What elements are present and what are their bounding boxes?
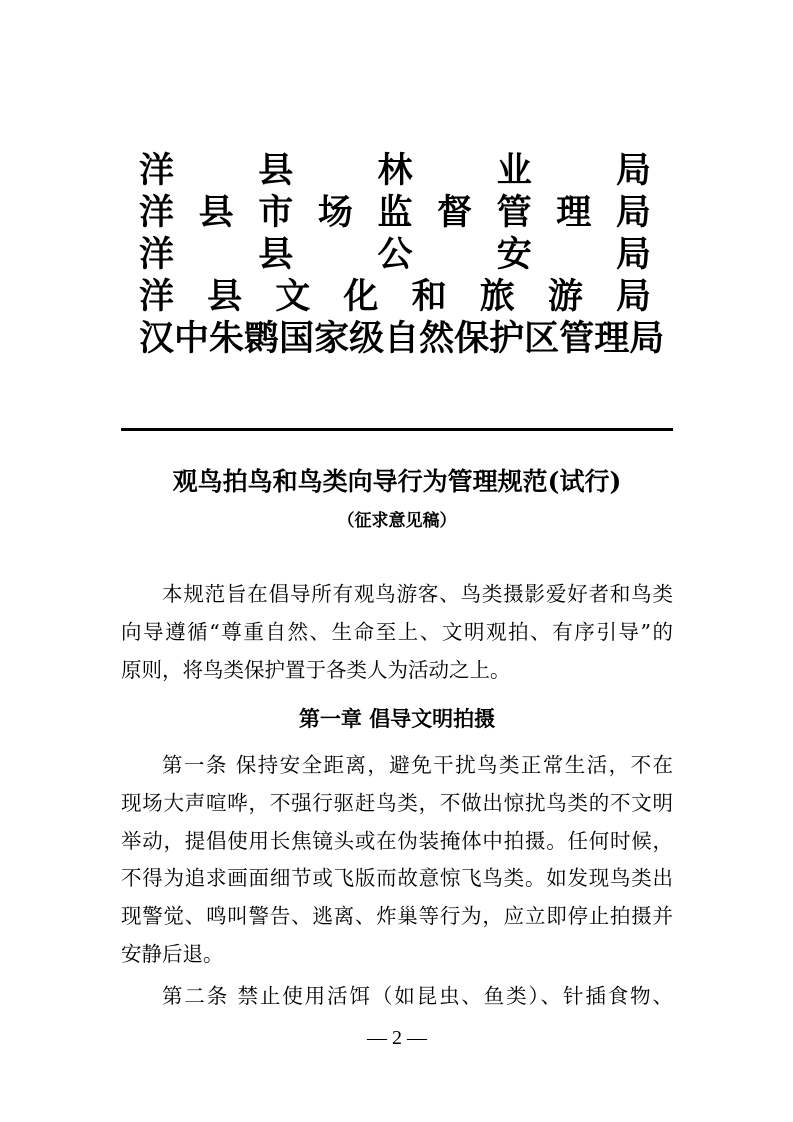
issuer-char: 洋 bbox=[139, 234, 175, 275]
issuer-char: 中 bbox=[174, 318, 210, 359]
issuer-char: 市 bbox=[258, 192, 294, 233]
issuer-char: 保 bbox=[454, 318, 490, 359]
page-number: — 2 — bbox=[367, 1027, 427, 1049]
issuer-char: 理 bbox=[556, 192, 592, 233]
paragraph-line: 向导遵循“尊重自然、生命至上、文明观拍、有序引导”的 bbox=[121, 619, 673, 644]
header-separator-rule bbox=[121, 428, 673, 431]
issuer-char: 国 bbox=[279, 318, 315, 359]
issuer-char: 文 bbox=[275, 276, 311, 317]
document-title: 观鸟拍鸟和鸟类向导行为管理规范(试行) bbox=[172, 467, 622, 496]
article-2-paragraph bbox=[121, 978, 673, 1016]
paragraph-line: 现警觉、鸣叫警告、逃离、炸巢等行为，应立即停止拍摄并 bbox=[121, 904, 673, 929]
issuer-char: 洋 bbox=[139, 276, 175, 317]
issuer-char: 护 bbox=[489, 318, 525, 359]
paragraph-line: 原则，将鸟类保护置于各类人为活动之上。 bbox=[121, 657, 511, 682]
issuer-char: 化 bbox=[343, 276, 379, 317]
issuer-char: 局 bbox=[629, 318, 665, 359]
issuer-char: 督 bbox=[437, 192, 473, 233]
issuer-char: 县 bbox=[258, 234, 294, 275]
issuer-char: 场 bbox=[317, 192, 353, 233]
issuer-char: 洋 bbox=[139, 150, 175, 191]
issuer-char: 理 bbox=[594, 318, 630, 359]
issuer-line-forestry-bureau bbox=[139, 150, 651, 192]
issuer-char: 旅 bbox=[479, 276, 515, 317]
issuer-char: 鹮 bbox=[244, 318, 280, 359]
issuer-char: 朱 bbox=[209, 318, 245, 359]
chapter-heading: 第一章 倡导文明拍摄 bbox=[298, 706, 496, 731]
issuer-line-public-security-bureau bbox=[139, 234, 651, 276]
issuer-char: 级 bbox=[349, 318, 385, 359]
issuer-char: 区 bbox=[524, 318, 560, 359]
issuer-char: 管 bbox=[559, 318, 595, 359]
issuer-char: 业 bbox=[496, 150, 532, 191]
issuer-char: 然 bbox=[419, 318, 455, 359]
issuer-char: 局 bbox=[615, 150, 651, 191]
issuer-line-culture-tourism-bureau bbox=[139, 276, 651, 318]
issuer-char: 局 bbox=[615, 276, 651, 317]
paragraph-line: 安静后退。 bbox=[121, 941, 224, 966]
issuer-line-market-supervision-bureau bbox=[139, 192, 651, 234]
issuer-char: 县 bbox=[258, 150, 294, 191]
issuer-char: 安 bbox=[496, 234, 532, 275]
paragraph-line: 举动，提倡使用长焦镜头或在伪装掩体中拍摄。任何时候， bbox=[121, 828, 673, 853]
issuer-char: 县 bbox=[198, 192, 234, 233]
preamble-paragraph bbox=[121, 576, 673, 689]
issuer-char: 游 bbox=[547, 276, 583, 317]
issuer-char: 管 bbox=[496, 192, 532, 233]
issuer-char: 局 bbox=[615, 234, 651, 275]
paragraph-line: 现场大声喧哗，不强行驱赶鸟类，不做出惊扰鸟类的不文明 bbox=[121, 790, 673, 815]
document-subtitle: （征求意见稿） bbox=[337, 511, 457, 531]
paragraph-line: 第一条 保持安全距离，避免干扰鸟类正常生活，不在 bbox=[162, 753, 673, 777]
issuer-char: 公 bbox=[377, 234, 413, 275]
issuer-char: 家 bbox=[314, 318, 350, 359]
issuer-char: 县 bbox=[207, 276, 243, 317]
article-1-paragraph bbox=[121, 747, 673, 974]
issuer-char: 自 bbox=[384, 318, 420, 359]
issuer-char: 洋 bbox=[139, 192, 175, 233]
issuer-char: 局 bbox=[615, 192, 651, 233]
paragraph-line: 第二条 禁止使用活饵（如昆虫、鱼类）、针插食物、 bbox=[162, 984, 673, 1008]
paragraph-line: 本规范旨在倡导所有观鸟游客、鸟类摄影爱好者和鸟类 bbox=[162, 582, 673, 606]
issuer-line-nature-reserve-bureau bbox=[139, 318, 665, 360]
paragraph-line: 不得为追求画面细节或飞版而故意惊飞鸟类。如发现鸟类出 bbox=[121, 866, 673, 891]
issuer-char: 和 bbox=[411, 276, 447, 317]
issuer-char: 监 bbox=[377, 192, 413, 233]
issuer-char: 林 bbox=[377, 150, 413, 191]
issuer-char: 汉 bbox=[139, 318, 175, 359]
